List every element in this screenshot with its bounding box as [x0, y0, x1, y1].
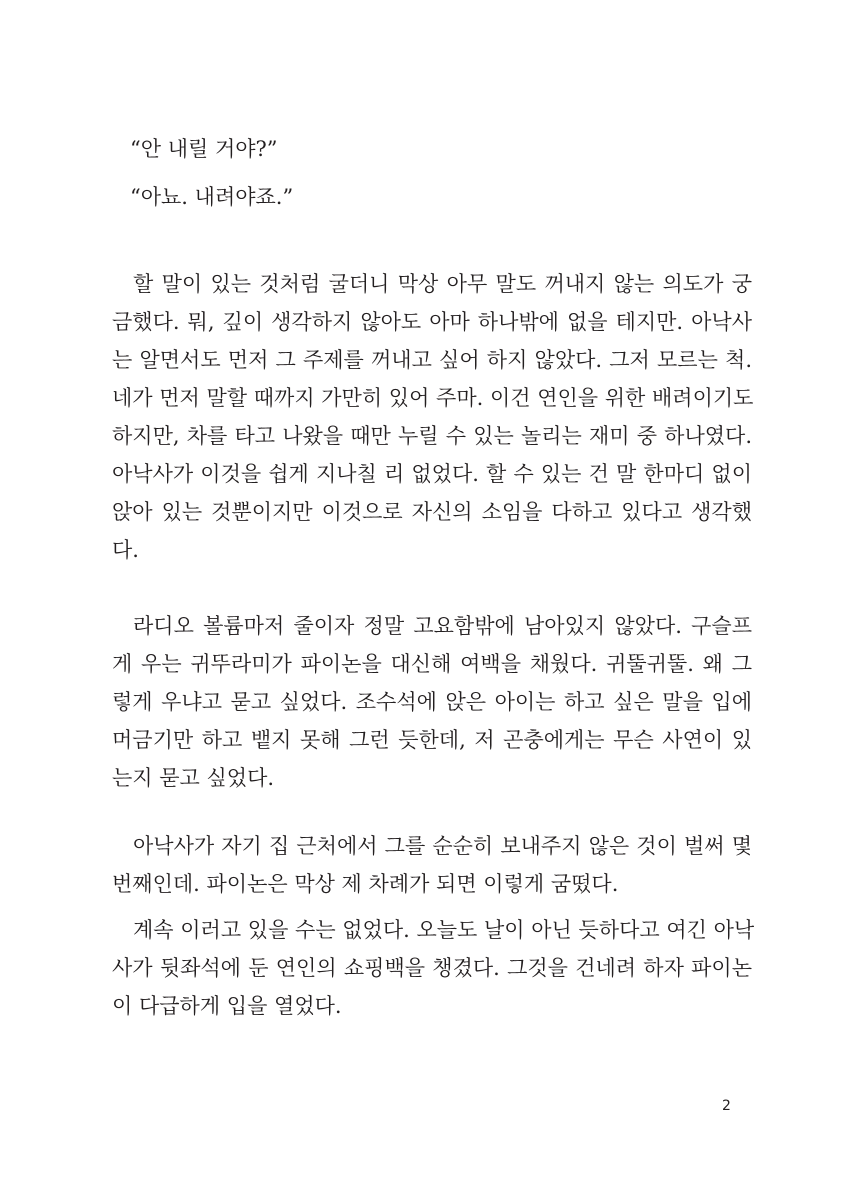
- text-line: 사가 뒷좌석에 둔 연인의 쇼핑백을 챙겼다. 그것을 건네려 하자 파이논: [112, 956, 752, 980]
- text-line: 번째인데. 파이논은 막상 제 차례가 되면 이렇게 굼떴다.: [112, 872, 619, 896]
- text-line: 는지 묻고 싶었다.: [112, 766, 275, 790]
- text-line: 아낙사가 이것을 쉽게 지나칠 리 없었다. 할 수 있는 건 말 한마디 없이: [112, 462, 752, 486]
- text-line: 네가 먼저 말할 때까지 가만히 있어 주마. 이건 연인을 위한 배려이기도: [112, 386, 754, 410]
- text-line: 이 다급하게 입을 열었다.: [112, 994, 342, 1018]
- text-line: 렇게 우냐고 묻고 싶었다. 조수석에 앉은 아이는 하고 싶은 말을 입에: [112, 690, 752, 714]
- text-line: 할 말이 있는 것처럼 굴더니 막상 아무 말도 꺼내지 않는 의도가 궁: [133, 272, 752, 296]
- text-line: 머금기만 하고 뱉지 못해 그런 듯한데, 저 곤충에게는 무슨 사연이 있: [112, 728, 752, 752]
- paragraph-3: [112, 827, 752, 903]
- paragraph-4: [112, 911, 755, 1025]
- dialogue-line-2: “아뇨. 내려야죠.”: [130, 185, 294, 209]
- paragraph-2: [112, 607, 752, 797]
- text-line: 하지만, 차를 타고 나왔을 때만 누릴 수 있는 놀리는 재미 중 하나였다.: [112, 424, 752, 448]
- text-line: 는 알면서도 먼저 그 주제를 꺼내고 싶어 하지 않았다. 그저 모르는 척.: [112, 348, 752, 372]
- text-line: 다.: [112, 538, 139, 562]
- text-line: 게 우는 귀뚜라미가 파이논을 대신해 여백을 채웠다. 귀뚤귀뚤. 왜 그: [112, 652, 752, 676]
- text-line: 금했다. 뭐, 깊이 생각하지 않아도 아마 하나밖에 없을 테지만. 아낙사: [112, 310, 752, 334]
- dialogue-line-1: “안 내릴 거야?”: [130, 137, 278, 161]
- page-number: 2: [722, 1098, 731, 1114]
- paragraph-1: [112, 265, 752, 569]
- text-line: 앉아 있는 것뿐이지만 이것으로 자신의 소임을 다하고 있다고 생각했: [112, 500, 752, 524]
- text-line: 아낙사가 자기 집 근처에서 그를 순순히 보내주지 않은 것이 벌써 몇: [133, 834, 752, 858]
- text-line: 라디오 볼륨마저 줄이자 정말 고요함밖에 남아있지 않았다. 구슬프: [133, 614, 752, 638]
- text-line: 계속 이러고 있을 수는 없었다. 오늘도 날이 아닌 듯하다고 여긴 아낙: [133, 918, 755, 942]
